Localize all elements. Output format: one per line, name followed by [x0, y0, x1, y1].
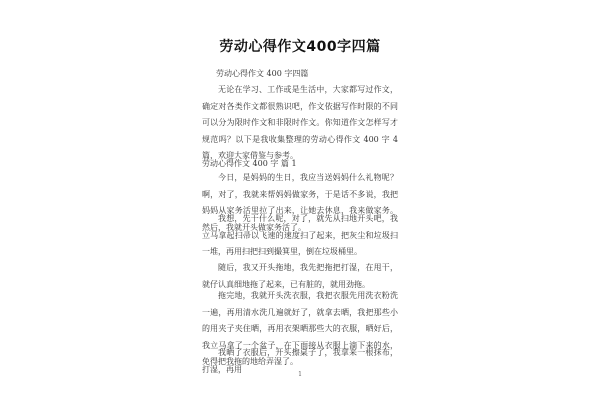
- body-paragraph: 今日，是妈妈的生日，我应当送妈妈什么礼物呢？啊，对了，我就来帮妈妈做家务，于是话不多说，我把妈妈从家务活里拉了出来，让她去休息，我来做家务。然后，我就开头做家务活了。: [202, 173, 398, 232]
- intro-paragraph: 无论在学习、工作或是生活中，大家都写过作文，确定对各类作文都很熟识吧，作文依据写作时限的不同可以分为限时作文和非限时作文。你知道作文怎样写才规范吗？以下是我收集整理的劳动心得作文 400 字 4 篇，欢迎大家借鉴与参考。: [202, 85, 398, 160]
- body-paragraph: 我想，先干什么呢，对了，就先从扫地开头吧，我立马拿起扫帚以飞速的速度扫了起来，把灰尘和垃圾扫一堆，再用扫把扫到撮箕里，倒在垃圾桶里。: [202, 214, 398, 256]
- section-heading: 劳动心得作文 400 字 篇 1: [202, 159, 297, 168]
- body-paragraph: 我晒了衣服后，开头擦桌子了，我拿来一根抹布，打湿，再用: [202, 348, 398, 374]
- body-paragraph: 随后，我又开头拖地，我先把拖把打湿，在甩干，就仔认真细地拖了起来，已有脏的，就用劲拖。: [202, 263, 398, 289]
- document-subtitle: 劳动心得作文 400 字四篇: [216, 69, 309, 78]
- body-paragraph: 拖完地，我就开头洗衣服，我把衣服先用洗衣粉洗一遍，再用清水洗几遍就好了，就拿去晒，我把那些小的用夹子夹住晒，再用衣架晒那些大的衣服，晒好后，我立马拿了一个盆子，在下面接从衣服上滴下来的水，免得把我拖的地给弄湿了。: [202, 291, 398, 366]
- document-title: 劳动心得作文400字四篇: [219, 39, 381, 55]
- page-number: 1: [298, 371, 302, 378]
